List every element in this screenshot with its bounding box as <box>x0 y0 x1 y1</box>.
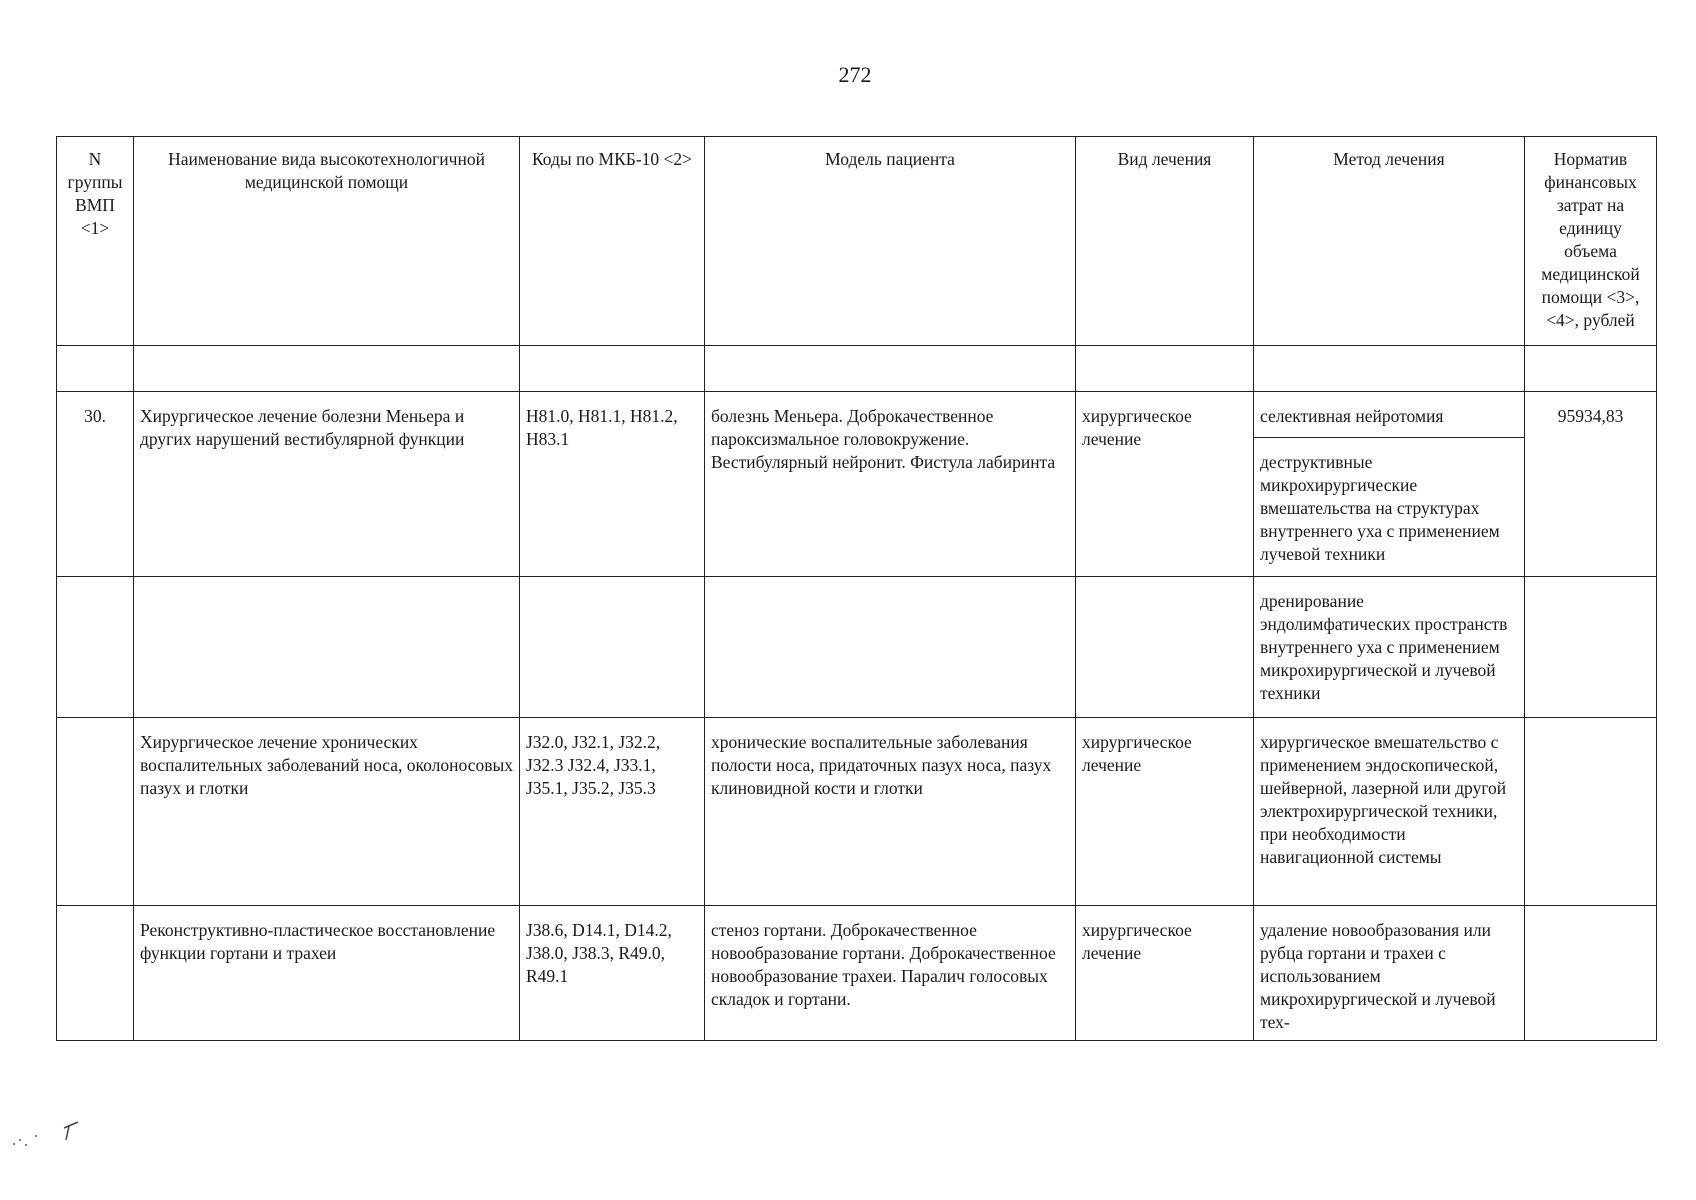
table-row <box>57 392 1657 438</box>
cell-group <box>57 718 134 906</box>
column-header-codes: Коды по МКБ-10 <2> <box>520 137 705 346</box>
cell-name <box>134 577 520 718</box>
cell-model <box>705 577 1076 718</box>
cell-cost <box>1525 577 1657 718</box>
cell-group: 30. <box>57 392 134 577</box>
cell-name: Реконструктивно-пластическое восстановление функции гортани и трахеи <box>134 906 520 1041</box>
table-spacer-row <box>57 346 1657 392</box>
cell-method: селективная нейротомия <box>1254 392 1525 438</box>
column-header-model: Модель пациента <box>705 137 1076 346</box>
cell-model: стеноз гортани. Доброкачественное новообразование гортани. Доброкачественное новообразование трахеи. Паралич голосовых складок и гортани. <box>705 906 1076 1041</box>
cell-method: удаление новообразования или рубца гортани и трахеи с использованием микрохирургической и лучевой тех- <box>1254 906 1525 1041</box>
cell-group <box>57 906 134 1041</box>
cell-treatment: хирургическое лечение <box>1076 906 1254 1041</box>
column-header-group: N группы ВМП <1> <box>57 137 134 346</box>
cell-model: болезнь Меньера. Доброкачественное пароксизмальное головокружение. Вестибулярный нейронит. Фистула лабиринта <box>705 392 1076 577</box>
cell-codes: J38.6, D14.1, D14.2, J38.0, J38.3, R49.0, R49.1 <box>520 906 705 1041</box>
cell-codes: J32.0, J32.1, J32.2, J32.3 J32.4, J33.1, J35.1, J35.2, J35.3 <box>520 718 705 906</box>
page-number: 272 <box>838 62 872 87</box>
column-header-method: Метод лечения <box>1254 137 1525 346</box>
cell-method: хирургическое вмешательство с применением эндоскопической, шейверной, лазерной или другой электрохирургической техники, при необходимости навигационной системы <box>1254 718 1525 906</box>
column-header-treatment: Вид лечения <box>1076 137 1254 346</box>
cell-treatment: хирургическое лечение <box>1076 718 1254 906</box>
cell-method: дренирование эндолимфатических пространств внутреннего уха с применением микрохирургической и лучевой техники <box>1254 577 1525 718</box>
column-header-cost: Норматив финансовых затрат на единицу объема медицинской помощи <3>, <4>, рублей <box>1525 137 1657 346</box>
table-row <box>57 718 1657 906</box>
cell-treatment <box>1076 577 1254 718</box>
cell-cost: 95934,83 <box>1525 392 1657 577</box>
scan-artifact-marks <box>6 1112 86 1152</box>
cell-name: Хирургическое лечение хронических воспалительных заболеваний носа, околоносовых пазух и глотки <box>134 718 520 906</box>
cell-codes: H81.0, H81.1, H81.2, H83.1 <box>520 392 705 577</box>
cell-model: хронические воспалительные заболевания полости носа, придаточных пазух носа, пазух клиновидной кости и глотки <box>705 718 1076 906</box>
table-row <box>57 577 1657 718</box>
cell-group <box>57 577 134 718</box>
cell-cost <box>1525 718 1657 906</box>
cell-method: деструктивные микрохирургические вмешательства на структурах внутреннего уха с применением лучевой техники <box>1254 438 1525 577</box>
table-header-row <box>57 137 1657 346</box>
cell-treatment: хирургическое лечение <box>1076 392 1254 577</box>
cell-name: Хирургическое лечение болезни Меньера и других нарушений вестибулярной функции <box>134 392 520 577</box>
vmp-table <box>56 136 1657 1041</box>
table-row <box>57 906 1657 1041</box>
column-header-name: Наименование вида высокотехнологичной медицинской помощи <box>134 137 520 346</box>
cell-codes <box>520 577 705 718</box>
cell-cost <box>1525 906 1657 1041</box>
